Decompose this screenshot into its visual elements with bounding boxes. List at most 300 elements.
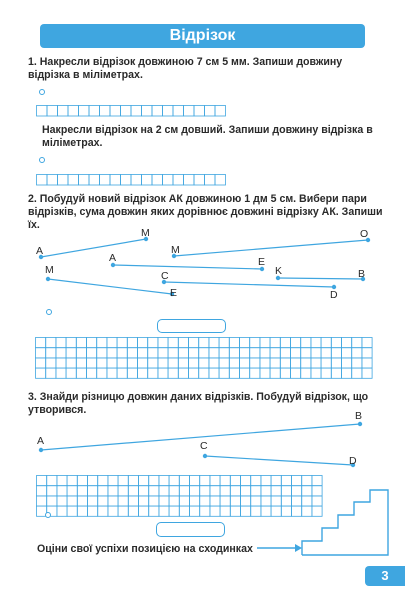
task-2-text: 2. Побудуй новий відрізок АК довжиною 1 дм 5 см. Вибери пари відрізків, сума довжин яких дорівнює довжині відрізку АК. Запиши їх. [28,193,383,231]
grid-cell [240,358,250,368]
grid-cell [230,476,240,486]
grid-cell [271,486,281,496]
grid-cell [190,506,200,516]
grid-cell [178,348,188,358]
grid-cell [159,486,169,496]
grid-cell [139,506,149,516]
grid-cell [87,348,97,358]
label-m-2: M [171,244,180,256]
grid-cell [292,476,302,486]
grid-cell [189,368,199,378]
grid-cell [281,486,291,496]
grid-cell [220,496,230,506]
stairs-icon[interactable] [300,488,390,558]
grid-cell [139,476,149,486]
grid-cell [251,496,261,506]
grid-cell [260,348,270,358]
grid-cell [251,486,261,496]
grid-cell [260,358,270,368]
grid-cell [169,476,179,486]
grid-cell [158,368,168,378]
label-o: O [360,228,369,240]
grid-cell [148,368,158,378]
grid-cell [67,476,77,486]
grid-cell [168,358,178,368]
grid-cell [79,175,90,186]
grid-cell [342,338,352,348]
grid-cell [205,106,216,117]
grid-cell [163,106,174,117]
grid-cell [301,358,311,368]
grid-cell [98,486,108,496]
grid-cell [57,486,67,496]
grid-cell [142,175,153,186]
grid-cell [178,338,188,348]
grid-cell [229,338,239,348]
self-assessment-note: Оціни свої успіхи позицією на сходинках [37,543,253,555]
grid-cell [57,476,67,486]
grid-cell [331,368,341,378]
grid-cell [79,106,90,117]
grid-cell [110,106,121,117]
page-number: 3 [365,566,405,586]
grid-cell [139,496,149,506]
arrow-right-icon [255,543,303,553]
grid-cell [138,348,148,358]
grid-cell [158,348,168,358]
start-point-4 [45,512,51,518]
grid-cell [230,496,240,506]
grid-cell [56,358,66,368]
grid-cell [331,338,341,348]
grid-cell [302,476,312,486]
grid-cell [189,348,199,358]
grid-cell [148,358,158,368]
grid-cell [67,496,77,506]
grid-cell [97,358,107,368]
grid-cell [311,348,321,358]
grid-cell [66,358,76,368]
grid-cell [98,506,108,516]
grid-cell [107,358,117,368]
label-m-1: M [141,227,150,239]
grid-cell [342,368,352,378]
grid-cell [199,368,209,378]
grid-cell [88,476,98,486]
grid-cell [88,496,98,506]
grid-cell [117,368,127,378]
grid-cell [158,358,168,368]
grid-cell [117,358,127,368]
grid-cell [148,338,158,348]
grid-cell [148,348,158,358]
grid-cell [118,486,128,496]
grid-cell [200,476,210,486]
grid-cell [68,175,79,186]
grid-cell [138,358,148,368]
grid-cell [56,368,66,378]
grid-cell [37,106,48,117]
grid-cell [271,506,281,516]
grid-cell [271,496,281,506]
grid-cell [230,506,240,516]
answer-box-2[interactable] [156,522,225,537]
grid-cell [210,496,220,506]
grid-cell [342,358,352,368]
grid-cell [149,476,159,486]
grid-cell [291,338,301,348]
grid-cell [149,506,159,516]
grid-cell [36,368,46,378]
label-b-1: B [358,268,366,280]
grid-cell [169,486,179,496]
grid-cell [281,476,291,486]
grid-cell [215,106,226,117]
label-k: K [275,265,283,277]
grid-cell [280,338,290,348]
grid-cell [57,496,67,506]
grid-cell [190,496,200,506]
grid-cell [190,486,200,496]
grid-cell [77,486,87,496]
grid-cell [58,175,69,186]
grid-cell [117,348,127,358]
grid-cell [76,338,86,348]
grid-cell [108,496,118,506]
grid-cell [152,175,163,186]
grid-cell [37,496,47,506]
grid-cell [311,368,321,378]
grid-cell [88,506,98,516]
grid-cell [250,348,260,358]
grid-cell [139,486,149,496]
grid-cell [205,175,216,186]
grid-cell [98,476,108,486]
grid-cell [158,338,168,348]
grid-cell [220,506,230,516]
grid-cell [56,348,66,358]
grid-cell [168,338,178,348]
grid-cell [36,358,46,368]
grid-cell [88,486,98,496]
grid-cell [149,486,159,496]
grid-cell [47,175,58,186]
grid-cell [68,106,79,117]
grid-cell [118,506,128,516]
grid-cell [184,175,195,186]
grid-cell [200,496,210,506]
grid-cell [321,368,331,378]
grid-cell [159,496,169,506]
grid-cell [173,106,184,117]
grid-cell [168,348,178,358]
grid-cell [36,348,46,358]
grid-cell [131,106,142,117]
grid-cell [121,175,132,186]
grid-cell [331,348,341,358]
grid-cell [97,348,107,358]
grid-cell [142,106,153,117]
page-title: Відрізок [40,24,365,48]
grid-cell [100,175,111,186]
grid-cell [178,358,188,368]
grid-cell [127,348,137,358]
grid-cell [77,496,87,506]
grid-cell [128,506,138,516]
grid-cell [301,348,311,358]
grid-cell [76,348,86,358]
grid-cell [250,338,260,348]
grid-cell [229,368,239,378]
grid-cell [200,506,210,516]
grid-cell [107,368,117,378]
grid-block-2 [36,475,326,517]
grid-cell [280,368,290,378]
grid-cell [261,476,271,486]
grid-cell [261,506,271,516]
grid-cell [58,106,69,117]
grid-cell [194,175,205,186]
grid-strip-1 [36,104,236,116]
grid-cell [127,338,137,348]
grid-cell [209,368,219,378]
grid-cell [47,496,57,506]
grid-cell [301,338,311,348]
task-1-text: 1. Накресли відрізок довжиною 7 см 5 мм. Запиши довжину відрізка в міліметрах. [28,56,343,81]
grid-cell [138,338,148,348]
grid-cell [209,338,219,348]
start-point-2 [39,157,45,163]
grid-cell [138,368,148,378]
grid-cell [179,496,189,506]
grid-cell [66,368,76,378]
grid-cell [210,486,220,496]
grid-cell [229,348,239,358]
grid-cell [76,358,86,368]
grid-cell [179,506,189,516]
grid-cell [127,368,137,378]
grid-cell [46,358,56,368]
grid-cell [128,486,138,496]
grid-cell [127,358,137,368]
grid-cell [209,348,219,358]
grid-cell [98,496,108,506]
grid-cell [281,496,291,506]
grid-cell [251,506,261,516]
grid-cell [108,486,118,496]
grid-cell [219,358,229,368]
grid-block-1 [35,337,375,387]
grid-cell [121,106,132,117]
grid-cell [301,368,311,378]
label-c-1: C [161,270,169,282]
grid-cell [97,338,107,348]
grid-cell [362,368,372,378]
grid-cell [250,358,260,368]
grid-cell [362,358,372,368]
grid-cell [173,175,184,186]
grid-cell [200,486,210,496]
grid-cell [107,338,117,348]
grid-cell [67,486,77,496]
label-a-3: A [37,435,45,447]
grid-cell [37,476,47,486]
grid-cell [152,106,163,117]
grid-cell [46,368,56,378]
grid-cell [89,175,100,186]
grid-cell [260,368,270,378]
grid-cell [168,368,178,378]
grid-cell [87,338,97,348]
grid-cell [66,338,76,348]
grid-cell [179,486,189,496]
grid-cell [229,358,239,368]
grid-cell [37,175,48,186]
grid-cell [128,496,138,506]
grid-cell [321,348,331,358]
grid-cell [291,348,301,358]
grid-cell [219,348,229,358]
grid-cell [271,476,281,486]
grid-cell [97,368,107,378]
grid-cell [189,338,199,348]
grid-cell [89,106,100,117]
grid-cell [270,358,280,368]
start-point-3 [46,309,52,315]
grid-cell [199,358,209,368]
grid-cell [118,476,128,486]
grid-cell [169,506,179,516]
grid-cell [131,175,142,186]
grid-cell [118,496,128,506]
label-b-2: B [355,410,363,422]
task-1-subtext: Накресли відрізок на 2 см довший. Запиши довжину відрізка в міліметрах. [42,124,373,149]
grid-cell [352,348,362,358]
grid-cell [46,338,56,348]
grid-cell [87,368,97,378]
start-point-1 [39,89,45,95]
grid-cell [194,106,205,117]
grid-cell [352,368,362,378]
grid-cell [261,486,271,496]
grid-cell [108,476,118,486]
grid-cell [220,486,230,496]
grid-cell [240,368,250,378]
grid-cell [215,175,226,186]
grid-cell [77,506,87,516]
label-d-1: D [330,289,338,301]
grid-cell [261,496,271,506]
grid-cell [352,358,362,368]
grid-cell [342,348,352,358]
grid-cell [56,338,66,348]
label-c-2: C [200,440,208,452]
grid-cell [311,338,321,348]
grid-cell [280,348,290,358]
grid-cell [281,506,291,516]
grid-cell [240,338,250,348]
grid-cell [321,358,331,368]
grid-cell [57,506,67,516]
grid-cell [210,476,220,486]
task-3-segments [0,410,410,470]
grid-cell [270,368,280,378]
grid-cell [178,368,188,378]
grid-cell [250,368,260,378]
grid-cell [241,486,251,496]
label-d-2: D [349,455,357,467]
grid-cell [270,348,280,358]
label-a-1: A [36,245,44,257]
label-e-2: E [170,287,178,299]
grid-cell [87,358,97,368]
grid-cell [47,106,58,117]
grid-cell [241,476,251,486]
task-2-segments [0,222,410,302]
grid-cell [352,338,362,348]
answer-box-1[interactable] [157,319,226,333]
grid-cell [219,338,229,348]
grid-cell [47,476,57,486]
label-e-1: E [258,256,266,268]
label-m-3: M [45,264,54,276]
grid-cell [199,338,209,348]
grid-cell [220,476,230,486]
grid-cell [77,476,87,486]
grid-cell [312,476,322,486]
grid-cell [184,106,195,117]
grid-cell [67,506,77,516]
grid-cell [36,338,46,348]
grid-cell [190,476,200,486]
grid-cell [241,496,251,506]
grid-cell [37,486,47,496]
grid-cell [163,175,174,186]
grid-cell [149,496,159,506]
grid-cell [362,338,372,348]
grid-cell [179,476,189,486]
grid-cell [251,476,261,486]
grid-cell [169,496,179,506]
grid-cell [107,348,117,358]
grid-cell [362,348,372,358]
label-a-2: A [109,252,117,264]
grid-cell [210,506,220,516]
grid-cell [311,358,321,368]
grid-cell [270,338,280,348]
grid-cell [189,358,199,368]
grid-cell [291,358,301,368]
task-3-text: 3. Знайди різницю довжин даних відрізків. Побудуй відрізок, що утворився. [28,391,369,416]
grid-cell [291,368,301,378]
grid-strip-2 [36,173,236,185]
grid-cell [199,348,209,358]
grid-cell [76,368,86,378]
grid-cell [230,486,240,496]
grid-cell [159,476,169,486]
grid-cell [128,476,138,486]
grid-cell [110,175,121,186]
grid-cell [117,338,127,348]
grid-cell [209,358,219,368]
grid-cell [331,358,341,368]
grid-cell [46,348,56,358]
grid-cell [321,338,331,348]
grid-cell [66,348,76,358]
grid-cell [47,486,57,496]
grid-cell [219,368,229,378]
grid-cell [280,358,290,368]
